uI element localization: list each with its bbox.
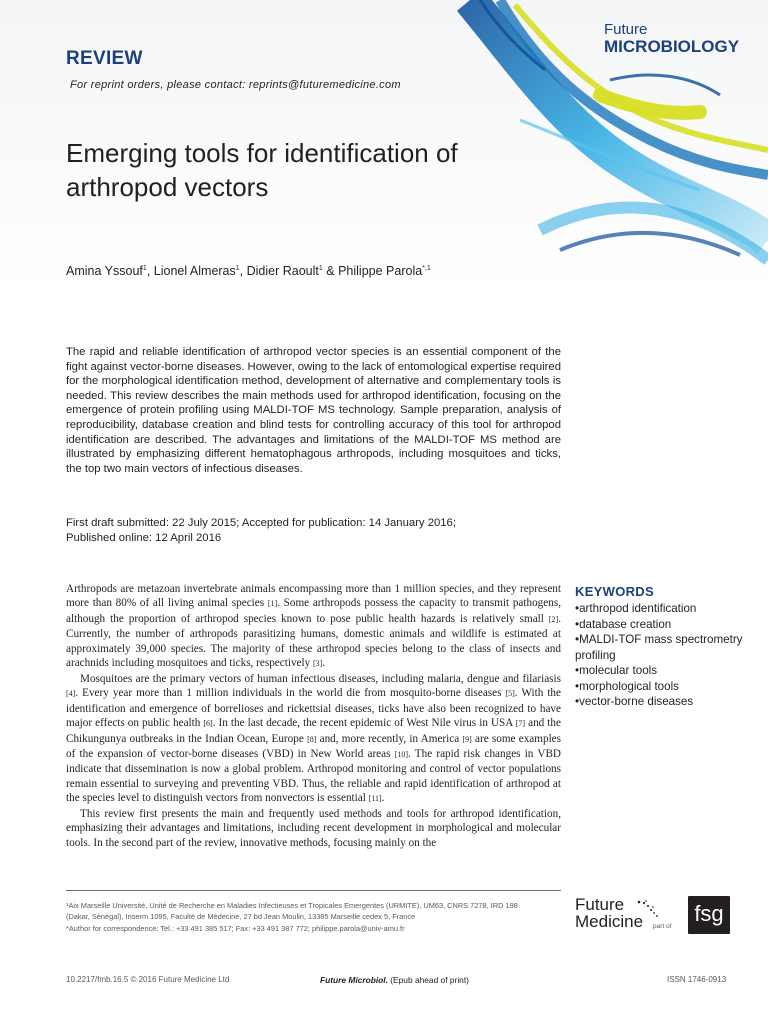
keywords-box bbox=[575, 584, 755, 710]
affiliation-footnote: ¹Aix Marseille Université, Unité de Recherche en Maladies Infectieuses et Tropicales Emergentes (URMITE), UM63, CNRS 7278, IRD 198 bbox=[66, 901, 518, 910]
correspondence-footnote[interactable]: *Author for correspondence: Tel.: +33 491 385 517; Fax: +33 491 387 772; philippe.parola@univ-amu.fr bbox=[66, 923, 405, 933]
keyword-item: • molecular tools bbox=[575, 663, 755, 679]
journal-brand-prefix: Future bbox=[604, 21, 648, 38]
citation-ref[interactable]: [5] bbox=[505, 689, 515, 699]
publication-dates bbox=[66, 516, 561, 545]
keyword-item: • MALDI-TOF mass spectrometry profiling bbox=[575, 632, 755, 663]
submission-dates: First draft submitted: 22 July 2015; Accepted for publication: 14 January 2016; bbox=[66, 517, 456, 529]
citation-ref[interactable]: [2] bbox=[548, 614, 559, 624]
keyword-item: • database creation bbox=[575, 617, 755, 633]
logo-part-of: part of bbox=[653, 923, 672, 930]
author-affiliation: 1 bbox=[142, 264, 147, 272]
author-name: Didier Raoult bbox=[246, 264, 319, 278]
keywords-list bbox=[575, 601, 755, 710]
affiliation-footnote-cont: (Dakar, Sénégal), Inserm 1095, Faculté de Médecine, 27 bd Jean Moulin, 13385 Marseille cedex 5, France bbox=[66, 912, 416, 922]
reprint-note: For reprint orders, please contact: reprints@futuremedicine.com bbox=[70, 79, 401, 91]
future-medicine-logo bbox=[575, 895, 672, 931]
citation-ref[interactable]: [6] bbox=[203, 719, 213, 729]
keyword-item: • morphological tools bbox=[575, 679, 755, 695]
footer-issn: ISSN 1746-0913 bbox=[667, 975, 727, 984]
footer-doi: 10.2217/fmb.16.5 © 2016 Future Medicine Ltd bbox=[66, 975, 230, 984]
citation-ref[interactable]: [1] bbox=[267, 599, 278, 609]
keyword-item: • arthropod identification bbox=[575, 601, 755, 617]
article-title: Emerging tools for identification of arthropod vectors bbox=[66, 138, 458, 202]
keyword-item: • vector-borne diseases bbox=[575, 694, 755, 710]
fsg-logo: fsg bbox=[688, 896, 730, 934]
author-affiliation: 1 bbox=[235, 264, 240, 272]
author-name: Philippe Parola bbox=[338, 264, 423, 278]
citation-ref[interactable]: [9] bbox=[462, 734, 472, 744]
body-paragraph: Arthropods are metazoan invertebrate animals encompassing more than 1 million species, and they represent more than 80% of all living animal species [1]. Some arthropods possess the capacity to transmit pathogens, although the proportion of arthropod species known to pose public health hazards is relatively small [2]. Currently, the number of arthropods parasitizing humans, domestic animals and wildlife is estimated at approximately 39,000 species. The majority of these arthropod species belong to the class of insects and arachnids including mosquitoes and ticks, respectively [3]. bbox=[66, 583, 561, 670]
footnote-divider bbox=[66, 890, 561, 891]
keywords-heading: KEYWORDS bbox=[575, 584, 654, 599]
body-paragraph: Mosquitoes are the primary vectors of human infectious diseases, including malaria, dengue and filariasis [4]. Every year more than 1 million individuals in the world die from mosquito-borne diseases [5]. With the identification and emergence of borrelioses and rickettsial diseases, ticks have also been recognized to have major effects on public health [6]. In the last decade, the recent epidemic of West Nile virus in USA [7] and the Chikungunya outbreaks in the Indian Ocean, Europe [8] and, more recently, in America [9] are some examples of the expansion of vector-borne diseases (VBD) in New World areas [10]. The rapid risk changes in VBD indicate that dissemination is now a global problem. Arthropod monitoring and control of vector populations remain essential to surveying and preventing VBD. Thus, the reliable and rapid identification of arthropod at the species level to distinguish vectors from nonvectors is essential [11]. bbox=[66, 672, 562, 805]
body-text bbox=[66, 582, 561, 850]
journal-brand bbox=[604, 22, 739, 55]
footer-status: (Epub ahead of print) bbox=[387, 975, 469, 985]
citation-ref[interactable]: [4] bbox=[66, 689, 76, 699]
author-name: Amina Yssouf bbox=[66, 264, 143, 278]
author-name: Lionel Almeras bbox=[153, 264, 236, 278]
logo-dots-icon bbox=[635, 898, 661, 920]
online-date: Published online: 12 April 2016 bbox=[66, 531, 222, 544]
citation-ref[interactable]: [11] bbox=[368, 794, 382, 804]
body-paragraph: This review first presents the main and frequently used methods and tools for arthropod identification, emphasizing their advantages and limitations, including recent development in morphological and molecular tools. In the second part of the review, innovative methods, focusing mainly on the bbox=[66, 807, 561, 849]
citation-ref[interactable]: [10] bbox=[394, 749, 408, 759]
journal-brand-name: MICROBIOLOGY bbox=[604, 37, 740, 56]
logo-word-medicine: Medicine bbox=[575, 912, 644, 931]
footnotes bbox=[66, 900, 561, 934]
section-label: REVIEW bbox=[66, 48, 143, 69]
citation-ref[interactable]: [7] bbox=[515, 719, 526, 729]
logo-word-future: Future bbox=[575, 895, 625, 914]
citation-ref[interactable]: [3] bbox=[313, 659, 323, 669]
footer-journal-name: Future Microbiol. bbox=[320, 975, 388, 985]
abstract: The rapid and reliable identification of arthropod vector species is an essential component of the fight against vector-borne diseases. However, owing to the lack of entomological expertise required for the morphological identification method, development of alternative and complementary tools is needed. This review describes the main methods used for arthropod identification, focusing on the emergence of protein profiling using MALDI-TOF MS technology. Sample preparation, analysis of reproducibility, database creation and blind tests for controlling accuracy of this tool for arthropod identification are described. The advantages and limitations of the MALDI-TOF MS method are illustrated by emphasizing different hematophagous arthropods, including mosquitoes and ticks, the top two main vectors of infectious diseases. bbox=[66, 346, 561, 475]
citation-ref[interactable]: [8] bbox=[307, 734, 317, 744]
author-affiliation: *,1 bbox=[422, 264, 431, 272]
footer-journal bbox=[320, 975, 469, 985]
author-affiliation: 1 bbox=[318, 264, 323, 272]
author-list: Amina Yssouf$^1$, Lionel Almeras$^1$, Didier Raoult$^1$ & Philippe Parola$^{*,1}$ bbox=[66, 264, 431, 278]
